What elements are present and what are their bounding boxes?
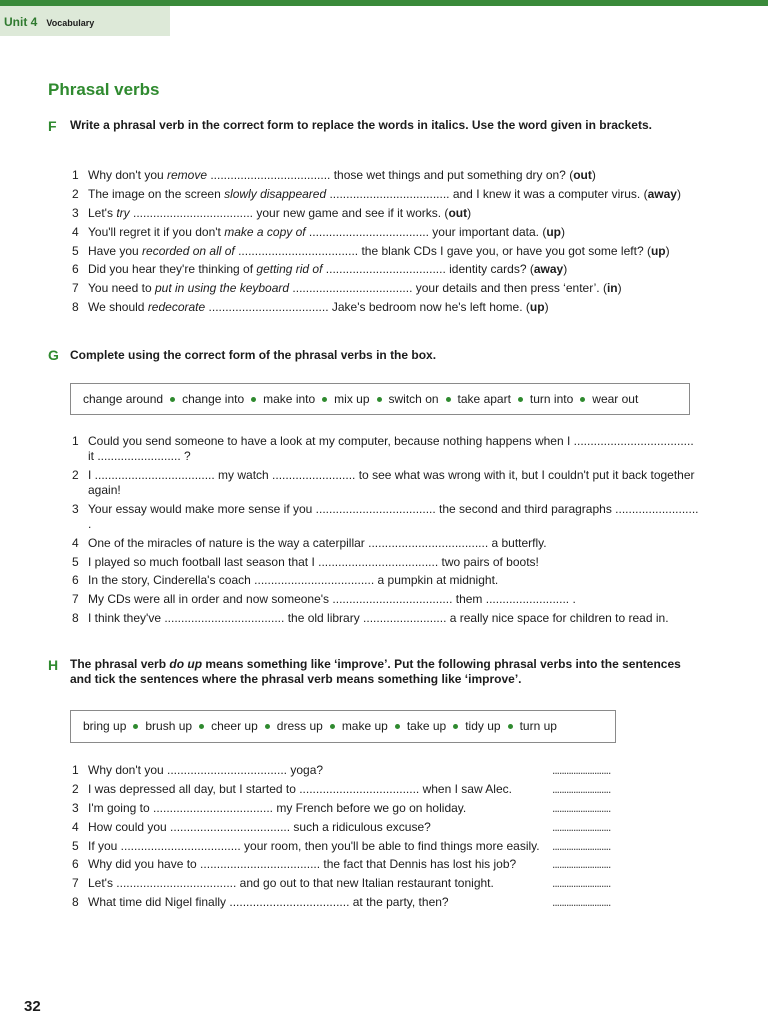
- bullet-dot: [395, 724, 400, 729]
- exercise-item: [72, 876, 628, 891]
- word-box: [70, 710, 616, 743]
- item-text: Why don't you .................................... yoga?: [88, 763, 324, 777]
- item-text: One of the miracles of nature is the way a caterpillar .................................... a butterfly.: [88, 535, 547, 550]
- page-number: 32: [24, 998, 41, 1015]
- exercise-item: [72, 225, 702, 240]
- box-word: mix up: [334, 392, 370, 406]
- exercise-item: [72, 434, 702, 464]
- exercise-item: [72, 502, 702, 532]
- item-text: I'm going to .................................... my French before we go on holiday.: [88, 800, 467, 815]
- item-number: 3: [72, 501, 79, 516]
- item-number: 1: [72, 434, 79, 448]
- item-number: 6: [72, 857, 79, 872]
- item-number: 5: [72, 243, 79, 258]
- bullet-dot: [377, 397, 382, 402]
- item-text: We should redecorate .................................... Jake's bedroom now he's left home. (up): [88, 300, 549, 315]
- exercise-item: [72, 168, 702, 183]
- exercise-item: [72, 468, 702, 498]
- item-number: 7: [72, 876, 79, 891]
- box-word: make into: [263, 392, 316, 406]
- exercise-item: [72, 244, 702, 259]
- item-text: I think they've .................................... the old library ......................... a really nice space for children to read in.: [88, 611, 669, 626]
- exercise-item: [72, 895, 628, 910]
- exercise-g-header: [48, 347, 688, 363]
- bullet-dot: [170, 397, 175, 402]
- box-word: bring up: [83, 719, 127, 733]
- exercise-item: [72, 839, 628, 854]
- exercise-g-items: [72, 434, 702, 630]
- item-text: My CDs were all in order and now someone's .................................... them ......................... .: [88, 592, 576, 607]
- topic-label: Vocabulary: [46, 18, 95, 28]
- exercise-item: [72, 262, 702, 277]
- item-number: 5: [72, 838, 79, 853]
- item-text: What time did Nigel finally .................................... at the party, then?: [88, 895, 449, 910]
- item-number: 4: [72, 224, 79, 239]
- exercise-item: [72, 801, 628, 816]
- item-number: 1: [72, 763, 79, 777]
- item-text: I .................................... my watch ......................... to see what was wrong with it, but I couldn't put it back together again!: [88, 467, 695, 497]
- box-word: tidy up: [465, 719, 501, 733]
- item-number: 2: [72, 467, 79, 482]
- exercise-letter: G: [48, 347, 59, 363]
- exercise-f-header: [48, 118, 688, 133]
- box-word: brush up: [145, 719, 193, 733]
- exercise-item: [72, 782, 628, 797]
- box-word: switch on: [388, 392, 439, 406]
- unit-tab: [0, 6, 170, 36]
- exercise-item: [72, 536, 702, 551]
- item-number: 1: [72, 168, 79, 182]
- exercise-item: [72, 281, 702, 296]
- bullet-dot: [580, 397, 585, 402]
- item-number: 7: [72, 592, 79, 607]
- item-number: 8: [72, 895, 79, 910]
- item-number: 6: [72, 262, 79, 277]
- tick-blank[interactable]: .........................: [552, 800, 611, 815]
- item-text: How could you .................................... such a ridiculous excuse?: [88, 819, 431, 834]
- box-word: wear out: [592, 392, 639, 406]
- bullet-dot: [508, 724, 513, 729]
- box-word: turn up: [519, 719, 557, 733]
- exercise-item: [72, 857, 628, 872]
- bullet-dot: [251, 397, 256, 402]
- bullet-dot: [518, 397, 523, 402]
- bullet-dot: [330, 724, 335, 729]
- item-number: 7: [72, 281, 79, 296]
- exercise-item: [72, 187, 702, 202]
- item-text: Could you send someone to have a look at my computer, because nothing happens when I .................................... it ......................... ?: [88, 434, 694, 463]
- item-text: Let's try .................................... your new game and see if it works. (out): [88, 205, 472, 220]
- exercise-item: [72, 206, 702, 221]
- item-number: 6: [72, 573, 79, 588]
- bullet-dot: [199, 724, 204, 729]
- tick-blank[interactable]: .........................: [552, 876, 611, 891]
- tick-blank[interactable]: .........................: [552, 781, 611, 796]
- tick-blank[interactable]: .........................: [552, 857, 611, 872]
- exercise-item: [72, 300, 702, 315]
- item-number: 4: [72, 535, 79, 550]
- exercise-item: [72, 820, 628, 835]
- exercise-item: [72, 555, 702, 570]
- item-text: Your essay would make more sense if you .................................... the second and third paragraphs ......................... .: [88, 501, 699, 531]
- exercise-item: [72, 573, 702, 588]
- unit-label: Unit 4: [4, 15, 38, 29]
- item-number: 2: [72, 186, 79, 201]
- tick-blank[interactable]: .........................: [552, 763, 611, 777]
- exercise-item: [72, 763, 628, 778]
- item-text: You'll regret it if you don't make a copy of .................................... your important data. (up): [88, 224, 566, 239]
- tick-blank[interactable]: .........................: [552, 895, 611, 910]
- item-text: Why don't you remove .................................... those wet things and put something dry on? (out): [88, 168, 596, 182]
- exercise-letter: F: [48, 118, 57, 134]
- item-text: In the story, Cinderella's coach .................................... a pumpkin at midnight.: [88, 573, 499, 588]
- item-text: Why did you have to .................................... the fact that Dennis has lost his job?: [88, 857, 517, 872]
- item-text: The image on the screen slowly disappeared .................................... and I knew it was a computer virus. (away): [88, 186, 681, 201]
- box-word: change into: [182, 392, 245, 406]
- bullet-dot: [133, 724, 138, 729]
- exercise-instruction: The phrasal verb do up means something like ‘improve’. Put the following phrasal verbs into the sentences and tick the sentences where the phrasal verb means something like ‘improve’.: [70, 657, 681, 686]
- item-number: 4: [72, 819, 79, 834]
- item-text: I was depressed all day, but I started to .................................... when I saw Alec.: [88, 781, 512, 796]
- exercise-letter: H: [48, 657, 59, 673]
- item-text: You need to put in using the keyboard .................................... your details and then press ‘enter’. (in): [88, 281, 622, 296]
- exercise-h-header: [48, 657, 688, 687]
- bullet-dot: [265, 724, 270, 729]
- tick-blank[interactable]: .........................: [552, 819, 611, 834]
- section-title: Phrasal verbs: [48, 80, 160, 99]
- item-number: 5: [72, 554, 79, 569]
- item-number: 3: [72, 800, 79, 815]
- exercise-instruction: Complete using the correct form of the phrasal verbs in the box.: [70, 348, 437, 362]
- exercise-h-items: [72, 763, 628, 914]
- bullet-dot: [453, 724, 458, 729]
- bullet-dot: [446, 397, 451, 402]
- word-box: [70, 383, 690, 415]
- box-word: make up: [341, 719, 388, 733]
- item-text: If you .................................... your room, then you'll be able to find things more easily.: [88, 838, 540, 853]
- box-word: dress up: [276, 719, 323, 733]
- item-number: 3: [72, 205, 79, 220]
- item-number: 8: [72, 611, 79, 626]
- box-word: take apart: [457, 392, 511, 406]
- box-word: take up: [406, 719, 447, 733]
- box-word: cheer up: [211, 719, 258, 733]
- item-text: Have you recorded on all of .................................... the blank CDs I gave you, or have you got some left? (up): [88, 243, 670, 258]
- item-text: Did you hear they're thinking of getting rid of .................................... identity cards? (away): [88, 262, 568, 277]
- box-word: change around: [83, 392, 164, 406]
- exercise-instruction: Write a phrasal verb in the correct form to replace the words in italics. Use the word given in brackets.: [70, 118, 652, 132]
- exercise-item: [72, 611, 702, 626]
- box-word: turn into: [529, 392, 574, 406]
- exercise-item: [72, 592, 702, 607]
- item-text: Let's .................................... and go out to that new Italian restaurant tonight.: [88, 876, 494, 891]
- exercise-f-items: [72, 168, 702, 319]
- bullet-dot: [322, 397, 327, 402]
- item-number: 2: [72, 781, 79, 796]
- item-number: 8: [72, 300, 79, 315]
- tick-blank[interactable]: .........................: [552, 838, 611, 853]
- item-text: I played so much football last season that I .................................... two pairs of boots!: [88, 554, 539, 569]
